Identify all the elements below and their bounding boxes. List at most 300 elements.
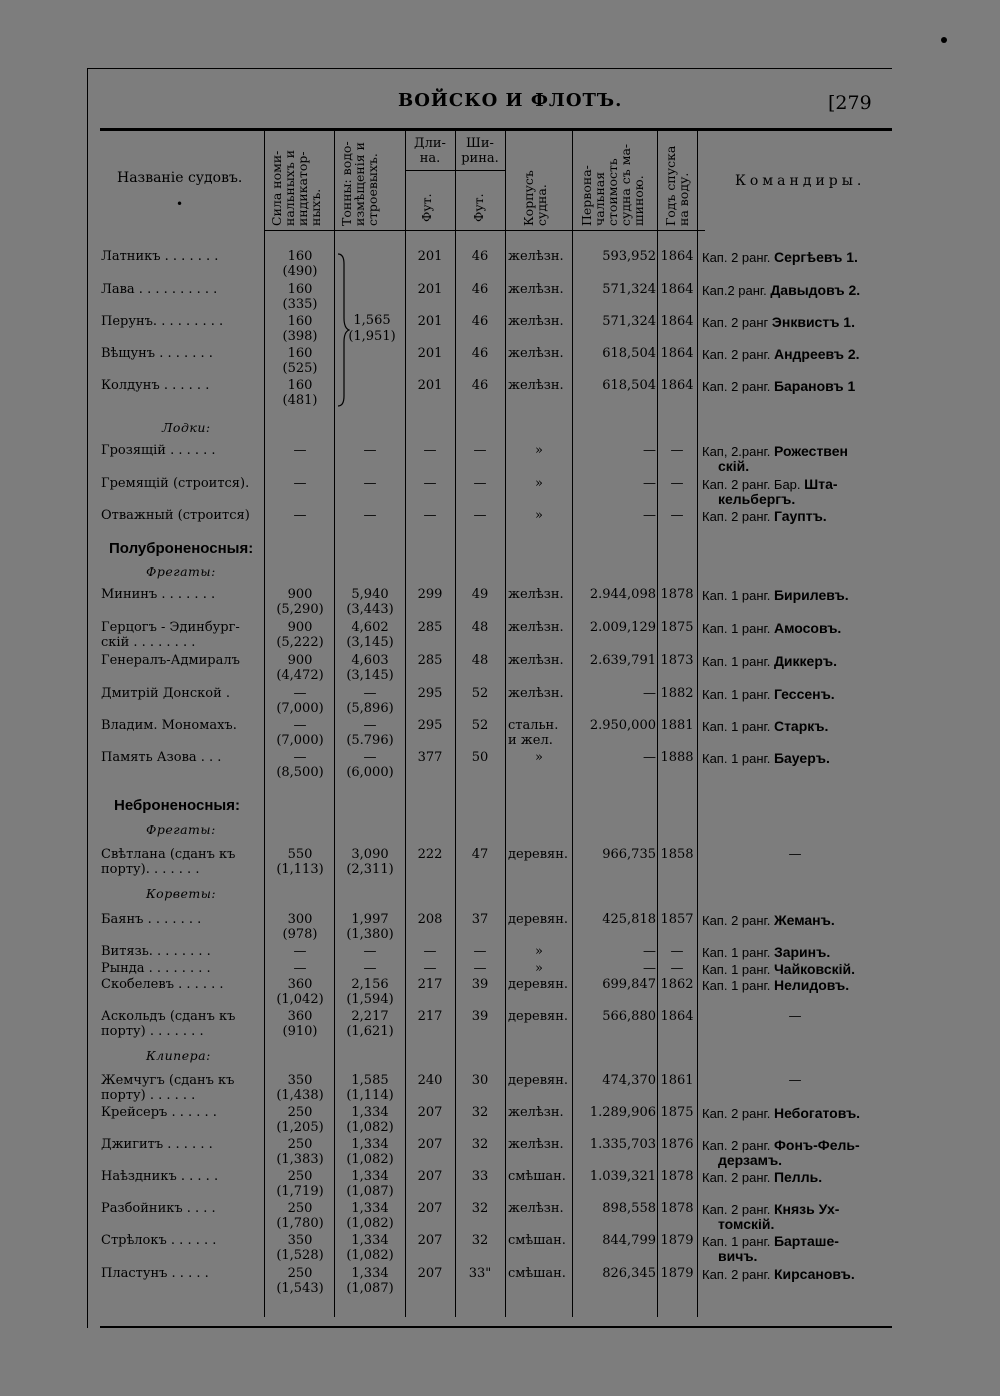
section-unarmored: Неброненосныя: bbox=[114, 797, 240, 814]
width-value: 33 bbox=[471, 1169, 489, 1184]
commander-surname: Жеманъ. bbox=[773, 912, 835, 928]
hull-type: » bbox=[535, 944, 543, 959]
commander-surname: Диккеръ. bbox=[773, 653, 837, 669]
width-value: 37 bbox=[471, 912, 489, 927]
commander-rank: Кап. 1 ранг. bbox=[702, 687, 771, 702]
group-tonnage-build: (1,951) bbox=[348, 329, 396, 344]
power-indicated: (7,000) bbox=[276, 701, 324, 716]
commander-rank: Кап. 1 ранг. bbox=[702, 654, 771, 669]
hull-type: » bbox=[535, 750, 543, 765]
length-value: 217 bbox=[417, 977, 443, 992]
length-value: 201 bbox=[417, 249, 443, 264]
commander bbox=[702, 620, 841, 636]
width-value: 32 bbox=[471, 1233, 489, 1248]
power-nominal: — bbox=[293, 686, 307, 701]
year-value: 1873 bbox=[660, 653, 694, 668]
power-nominal: 250 bbox=[287, 1105, 313, 1120]
col-header-length-unit: Фут. bbox=[419, 193, 434, 222]
power-nominal: 350 bbox=[287, 1073, 313, 1088]
commander-rank: Кап. 2 ранг. bbox=[702, 1267, 771, 1282]
col-sep bbox=[505, 130, 506, 1317]
commander bbox=[702, 961, 855, 977]
power-nominal: 160 bbox=[287, 314, 313, 329]
tonnage-water: 2,156 bbox=[351, 977, 389, 992]
hull-type: деревян. bbox=[508, 1009, 569, 1024]
commander bbox=[702, 249, 858, 265]
commander-rank: Кап. 2 ранг. bbox=[702, 1170, 771, 1185]
year-value: 1864 bbox=[660, 249, 694, 264]
cost-value: — bbox=[643, 476, 656, 491]
cost-value: 2.639,791 bbox=[589, 653, 656, 668]
hull-type: » bbox=[535, 508, 543, 523]
tonnage-build: (1,082) bbox=[346, 1120, 394, 1135]
cost-value: 1.335,703 bbox=[589, 1137, 656, 1152]
width-value: 49 bbox=[471, 587, 489, 602]
commander bbox=[702, 944, 830, 960]
col-sep bbox=[264, 130, 265, 1317]
power-indicated: (1,205) bbox=[276, 1120, 324, 1135]
year-value: 1875 bbox=[660, 620, 694, 635]
subheader-rule bbox=[405, 170, 505, 171]
cost-value: — bbox=[643, 944, 656, 959]
ship-name: Скобелевъ . . . . . . bbox=[101, 977, 224, 992]
power-nominal: 550 bbox=[287, 847, 313, 862]
cost-value: 2.950,000 bbox=[589, 718, 656, 733]
tonnage-water: 4,603 bbox=[351, 653, 389, 668]
power-nominal: 250 bbox=[287, 1266, 313, 1281]
width-value: — bbox=[473, 508, 487, 523]
width-value: — bbox=[473, 961, 487, 976]
tonnage-water: 1,334 bbox=[351, 1201, 389, 1216]
tonnage-build: (1,594) bbox=[346, 992, 394, 1007]
power-nominal: — bbox=[293, 718, 307, 733]
header-rule bbox=[100, 128, 892, 131]
year-value: 1862 bbox=[660, 977, 694, 992]
commander-rank: Кап. 2 ранг. bbox=[702, 509, 771, 524]
width-value: 52 bbox=[471, 686, 489, 701]
commander bbox=[702, 314, 855, 330]
width-value: 46 bbox=[471, 378, 489, 393]
power-indicated: (1,042) bbox=[276, 992, 324, 1007]
section-frigates-2: Фрегаты: bbox=[146, 822, 216, 837]
width-value: 46 bbox=[471, 249, 489, 264]
hull-type: желѣзн. bbox=[508, 686, 564, 701]
width-value: — bbox=[473, 443, 487, 458]
commander-rank: Кап. 2 ранг. bbox=[702, 347, 771, 362]
cost-value: — bbox=[643, 443, 656, 458]
length-value: — bbox=[423, 443, 437, 458]
section-clippers: Клипера: bbox=[146, 1048, 211, 1063]
top-border bbox=[87, 68, 892, 69]
length-value: 207 bbox=[417, 1266, 443, 1281]
hull-type: деревян. bbox=[508, 912, 569, 927]
year-value: 1864 bbox=[660, 314, 694, 329]
length-value: 377 bbox=[417, 750, 443, 765]
col-header-year: Годъ спуска на воду. bbox=[663, 145, 691, 226]
commander-rank: Кап. 1 ранг. bbox=[702, 621, 771, 636]
tonnage-build: (1,082) bbox=[346, 1216, 394, 1231]
ship-name: Грозящій . . . . . . bbox=[101, 443, 216, 458]
tonnage-build: (1,114) bbox=[346, 1088, 394, 1103]
cost-value: 1.289,906 bbox=[589, 1105, 656, 1120]
power-indicated: (5,290) bbox=[276, 602, 324, 617]
width-value: 32 bbox=[471, 1105, 489, 1120]
length-value: — bbox=[423, 961, 437, 976]
page-number: [279 bbox=[828, 92, 872, 114]
commander-surname: Барташе- bbox=[773, 1233, 839, 1249]
hull-type: желѣзн. bbox=[508, 1137, 564, 1152]
ship-name: Герцогъ - Эдинбург- bbox=[101, 620, 240, 635]
hull-type: смѣшан. bbox=[508, 1266, 566, 1281]
power-indicated: (1,543) bbox=[276, 1281, 324, 1296]
tonnage-water: — bbox=[363, 961, 377, 976]
commander-surname: Старкъ. bbox=[773, 718, 829, 734]
ship-name-cont: скій . . . . . . . . bbox=[101, 635, 196, 650]
year-value: 1879 bbox=[660, 1266, 694, 1281]
year-value: — bbox=[670, 476, 684, 491]
ship-name: Рында . . . . . . . . bbox=[101, 961, 211, 976]
width-value: 30 bbox=[471, 1073, 489, 1088]
width-value: 39 bbox=[471, 1009, 489, 1024]
year-value: 1864 bbox=[660, 1009, 694, 1024]
cost-value: 826,345 bbox=[602, 1266, 656, 1281]
year-value: — bbox=[670, 443, 684, 458]
commander-rank: Кап. 1 ранг. bbox=[702, 751, 771, 766]
tonnage-build: (6,000) bbox=[346, 765, 394, 780]
cost-value: 898,558 bbox=[602, 1201, 656, 1216]
power-indicated: (1,438) bbox=[276, 1088, 324, 1103]
ship-name: Стрѣлокъ . . . . . . bbox=[101, 1233, 217, 1248]
tonnage-build: (3,145) bbox=[346, 668, 394, 683]
width-value: 48 bbox=[471, 620, 489, 635]
tonnage-build: (5,896) bbox=[346, 701, 394, 716]
length-value: 285 bbox=[417, 653, 443, 668]
commander-rank: Кап. 2 ранг. Бар. bbox=[702, 477, 801, 492]
commander-surname: Небогатовъ. bbox=[773, 1105, 861, 1121]
commander-surname: Пелль. bbox=[773, 1169, 823, 1185]
length-value: 207 bbox=[417, 1137, 443, 1152]
cost-value: 844,799 bbox=[602, 1233, 656, 1248]
tonnage-water: — bbox=[363, 508, 377, 523]
commander-surname: Рожествен bbox=[773, 443, 848, 459]
cost-value: 474,370 bbox=[602, 1073, 656, 1088]
section-frigates-1: Фрегаты: bbox=[146, 564, 216, 579]
ship-name: Перунъ. . . . . . . . . bbox=[101, 314, 224, 329]
tonnage-water: — bbox=[363, 476, 377, 491]
col-header-width-unit: Фут. bbox=[471, 193, 486, 222]
power-indicated: (525) bbox=[282, 361, 318, 376]
tonnage-build: (5.796) bbox=[346, 733, 394, 748]
power-nominal: 360 bbox=[287, 1009, 313, 1024]
hull-type: желѣзн. bbox=[508, 378, 564, 393]
tonnage-water: 1,334 bbox=[351, 1266, 389, 1281]
commander bbox=[702, 1233, 839, 1249]
power-indicated: (1,780) bbox=[276, 1216, 324, 1231]
year-value: 1864 bbox=[660, 346, 694, 361]
ship-name-cont: порту) . . . . . . . bbox=[101, 1024, 204, 1039]
width-value: 32 bbox=[471, 1137, 489, 1152]
power-nominal: — bbox=[293, 961, 307, 976]
hull-type: желѣзн. bbox=[508, 282, 564, 297]
commander-rank: Кап, 2.ранг. bbox=[702, 444, 771, 459]
commander-surname: Шта- bbox=[804, 476, 838, 492]
ship-name: Владим. Мономахъ. bbox=[101, 718, 237, 733]
power-nominal: 350 bbox=[287, 1233, 313, 1248]
length-value: — bbox=[423, 508, 437, 523]
power-indicated: (910) bbox=[282, 1024, 318, 1039]
tonnage-water: — bbox=[363, 944, 377, 959]
commander-none: — bbox=[788, 1009, 802, 1024]
width-value: 46 bbox=[471, 346, 489, 361]
commander bbox=[702, 750, 830, 766]
hull-type: деревян. bbox=[508, 847, 569, 862]
commander bbox=[702, 686, 835, 702]
power-nominal: 900 bbox=[287, 653, 313, 668]
tonnage-build: (1,082) bbox=[346, 1152, 394, 1167]
commander-cont: скій. bbox=[718, 458, 750, 474]
commander bbox=[702, 1105, 860, 1121]
power-nominal: — bbox=[293, 508, 307, 523]
tonnage-build: (1,621) bbox=[346, 1024, 394, 1039]
section-lodki: Лодки: bbox=[162, 420, 211, 435]
commander bbox=[702, 977, 849, 993]
commander-none: — bbox=[788, 1073, 802, 1088]
tonnage-build: (1,087) bbox=[346, 1184, 394, 1199]
commander-surname: Бирилевъ. bbox=[773, 587, 849, 603]
commander bbox=[702, 1201, 839, 1217]
tonnage-build: (1,082) bbox=[346, 1248, 394, 1263]
commander-surname: Фонъ-Фель- bbox=[773, 1137, 860, 1153]
section-corvettes: Корветы: bbox=[146, 886, 217, 901]
length-value: 201 bbox=[417, 282, 443, 297]
ship-name: Латникъ . . . . . . . bbox=[101, 249, 219, 264]
ship-name: Свѣтлана (сданъ къ bbox=[101, 847, 236, 862]
hull-type: » bbox=[535, 443, 543, 458]
col-header-commanders: Командиры. bbox=[735, 173, 866, 189]
commander-cont: дерзамъ. bbox=[718, 1152, 783, 1168]
length-value: 201 bbox=[417, 346, 443, 361]
hull-type: смѣшан. bbox=[508, 1233, 566, 1248]
commander-rank: Кап. 2 ранг bbox=[702, 315, 769, 330]
year-value: 1882 bbox=[660, 686, 694, 701]
commander-rank: Кап. 2 ранг. bbox=[702, 913, 771, 928]
hull-type: стальн. bbox=[508, 718, 559, 733]
commander bbox=[702, 282, 860, 298]
hull-type: желѣзн. bbox=[508, 1201, 564, 1216]
width-value: — bbox=[473, 476, 487, 491]
tonnage-build: (3,145) bbox=[346, 635, 394, 650]
tonnage-build: (1,380) bbox=[346, 927, 394, 942]
commander-surname: Заринъ. bbox=[773, 944, 831, 960]
commander-rank: Кап.2 ранг. bbox=[702, 283, 767, 298]
commander bbox=[702, 346, 860, 362]
year-value: 1861 bbox=[660, 1073, 694, 1088]
ship-name: Витязь. . . . . . . . bbox=[101, 944, 211, 959]
ship-name: Аскольдъ (сданъ къ bbox=[101, 1009, 236, 1024]
length-value: 295 bbox=[417, 686, 443, 701]
year-value: 1864 bbox=[660, 378, 694, 393]
length-value: 207 bbox=[417, 1105, 443, 1120]
cost-value: 593,952 bbox=[602, 249, 656, 264]
year-value: 1878 bbox=[660, 1169, 694, 1184]
ship-name: Лава . . . . . . . . . . bbox=[101, 282, 218, 297]
running-title: ВОЙСКО И ФЛОТЪ. bbox=[398, 90, 623, 111]
ship-name-cont: порту) . . . . . . bbox=[101, 1088, 196, 1103]
hull-type: » bbox=[535, 476, 543, 491]
power-indicated: (1,719) bbox=[276, 1184, 324, 1199]
commander bbox=[702, 476, 838, 492]
power-nominal: 160 bbox=[287, 346, 313, 361]
col-header-length: Дли-на. bbox=[414, 136, 446, 166]
width-value: 48 bbox=[471, 653, 489, 668]
width-value: 32 bbox=[471, 1201, 489, 1216]
year-value: 1881 bbox=[660, 718, 694, 733]
cost-value: — bbox=[643, 686, 656, 701]
ship-name: Наѣздникъ . . . . . bbox=[101, 1169, 219, 1184]
col-header-name: Названіе судовъ. bbox=[117, 170, 243, 186]
commander-surname: Князь Ух- bbox=[773, 1201, 840, 1217]
cost-value: 618,504 bbox=[602, 346, 656, 361]
length-value: 201 bbox=[417, 314, 443, 329]
ship-name: Баянъ . . . . . . . bbox=[101, 912, 202, 927]
commander-cont: кельбергъ. bbox=[718, 491, 796, 507]
commander-surname: Нелидовъ. bbox=[773, 977, 850, 993]
width-value: 47 bbox=[471, 847, 489, 862]
cost-value: 571,324 bbox=[602, 314, 656, 329]
hull-type: смѣшан. bbox=[508, 1169, 566, 1184]
hull-type: желѣзн. bbox=[508, 346, 564, 361]
length-value: 207 bbox=[417, 1169, 443, 1184]
power-nominal: 300 bbox=[287, 912, 313, 927]
ship-name: Жемчугъ (сданъ къ bbox=[101, 1073, 235, 1088]
cost-value: 566,880 bbox=[602, 1009, 656, 1024]
power-indicated: (8,500) bbox=[276, 765, 324, 780]
power-nominal: 250 bbox=[287, 1169, 313, 1184]
hull-type: желѣзн. bbox=[508, 653, 564, 668]
power-nominal: 250 bbox=[287, 1201, 313, 1216]
commander-none: — bbox=[788, 847, 802, 862]
tonnage-water: 5,940 bbox=[351, 587, 389, 602]
hull-type: деревян. bbox=[508, 1073, 569, 1088]
year-value: — bbox=[670, 944, 684, 959]
width-value: 46 bbox=[471, 314, 489, 329]
commander-cont: томскій. bbox=[718, 1216, 775, 1232]
year-value: — bbox=[670, 961, 684, 976]
length-value: 299 bbox=[417, 587, 443, 602]
year-value: 1878 bbox=[660, 587, 694, 602]
power-nominal: 160 bbox=[287, 282, 313, 297]
tonnage-build: (2,311) bbox=[346, 862, 394, 877]
commander bbox=[702, 653, 837, 669]
tonnage-build: (3,443) bbox=[346, 602, 394, 617]
cost-value: 2.944,098 bbox=[589, 587, 656, 602]
commander-rank: Кап. 1 ранг. bbox=[702, 719, 771, 734]
ship-name: Разбойникъ . . . . bbox=[101, 1201, 216, 1216]
power-indicated: (1,113) bbox=[276, 862, 324, 877]
commander-rank: Кап. 1 ранг. bbox=[702, 945, 771, 960]
power-nominal: 160 bbox=[287, 249, 313, 264]
commander-rank: Кап. 2 ранг. bbox=[702, 250, 771, 265]
header-bottom-rule bbox=[264, 230, 705, 231]
tonnage-water: — bbox=[363, 718, 377, 733]
commander-surname: Гессенъ. bbox=[773, 686, 835, 702]
col-header-tonnage: Тонны: водо-измѣщенія и строевыхъ. bbox=[339, 141, 380, 226]
bottom-rule bbox=[100, 1326, 892, 1328]
year-value: 1858 bbox=[660, 847, 694, 862]
power-nominal: — bbox=[293, 944, 307, 959]
width-value: 52 bbox=[471, 718, 489, 733]
tonnage-water: 1,334 bbox=[351, 1137, 389, 1152]
commander-surname: Сергѣевъ 1. bbox=[773, 249, 858, 265]
ship-name: Мининъ . . . . . . . bbox=[101, 587, 216, 602]
commander bbox=[702, 587, 849, 603]
hull-type: желѣзн. bbox=[508, 587, 564, 602]
ship-name: Генералъ-Адмиралъ bbox=[101, 653, 240, 668]
hull-type: » bbox=[535, 961, 543, 976]
tonnage-water: 4,602 bbox=[351, 620, 389, 635]
power-nominal: — bbox=[293, 443, 307, 458]
power-nominal: 250 bbox=[287, 1137, 313, 1152]
page-speck bbox=[941, 37, 947, 43]
cost-value: 2.009,129 bbox=[589, 620, 656, 635]
length-value: 240 bbox=[417, 1073, 443, 1088]
commander-rank: Кап. 1 ранг. bbox=[702, 962, 771, 977]
tonnage-water: 1,334 bbox=[351, 1105, 389, 1120]
power-indicated: (481) bbox=[282, 393, 318, 408]
hull-type: деревян. bbox=[508, 977, 569, 992]
power-indicated: (4,472) bbox=[276, 668, 324, 683]
hull-type: желѣзн. bbox=[508, 1105, 564, 1120]
commander-surname: Кирсановъ. bbox=[773, 1266, 855, 1282]
commander bbox=[702, 1266, 855, 1282]
commander-rank: Кап. 2 ранг. bbox=[702, 1202, 771, 1217]
tonnage-water: 1,334 bbox=[351, 1169, 389, 1184]
commander-rank: Кап. 1 ранг. bbox=[702, 1234, 771, 1249]
length-value: 217 bbox=[417, 1009, 443, 1024]
commander-rank: Кап. 1 ранг. bbox=[702, 588, 771, 603]
commander-surname: Барановъ 1 bbox=[773, 378, 856, 394]
tonnage-water: — bbox=[363, 443, 377, 458]
commander bbox=[702, 1169, 822, 1185]
power-nominal: 360 bbox=[287, 977, 313, 992]
commander bbox=[702, 1137, 860, 1153]
col-header-hull: Корпусъ судна. bbox=[521, 170, 549, 226]
cost-value: 699,847 bbox=[602, 977, 656, 992]
col-sep bbox=[572, 130, 573, 1317]
cost-value: — bbox=[643, 508, 656, 523]
commander-rank: Кап. 1 ранг. bbox=[702, 978, 771, 993]
year-value: 1864 bbox=[660, 282, 694, 297]
year-value: — bbox=[670, 508, 684, 523]
commander-surname: Андреевъ 2. bbox=[773, 346, 860, 362]
cost-value: — bbox=[643, 750, 656, 765]
ship-name: Гремящій (строится). bbox=[101, 476, 250, 491]
power-indicated: (398) bbox=[282, 329, 318, 344]
year-value: 1876 bbox=[660, 1137, 694, 1152]
commander-surname: Энквистъ 1. bbox=[771, 314, 855, 330]
commander bbox=[702, 508, 827, 524]
ship-name: Пластунъ . . . . . bbox=[101, 1266, 209, 1281]
length-value: 201 bbox=[417, 378, 443, 393]
tonnage-build: (1,087) bbox=[346, 1281, 394, 1296]
cost-value: 618,504 bbox=[602, 378, 656, 393]
length-value: 285 bbox=[417, 620, 443, 635]
power-nominal: — bbox=[293, 476, 307, 491]
power-nominal: 900 bbox=[287, 587, 313, 602]
year-value: 1878 bbox=[660, 1201, 694, 1216]
col-sep bbox=[334, 130, 335, 1317]
tonnage-water: 1,585 bbox=[351, 1073, 389, 1088]
